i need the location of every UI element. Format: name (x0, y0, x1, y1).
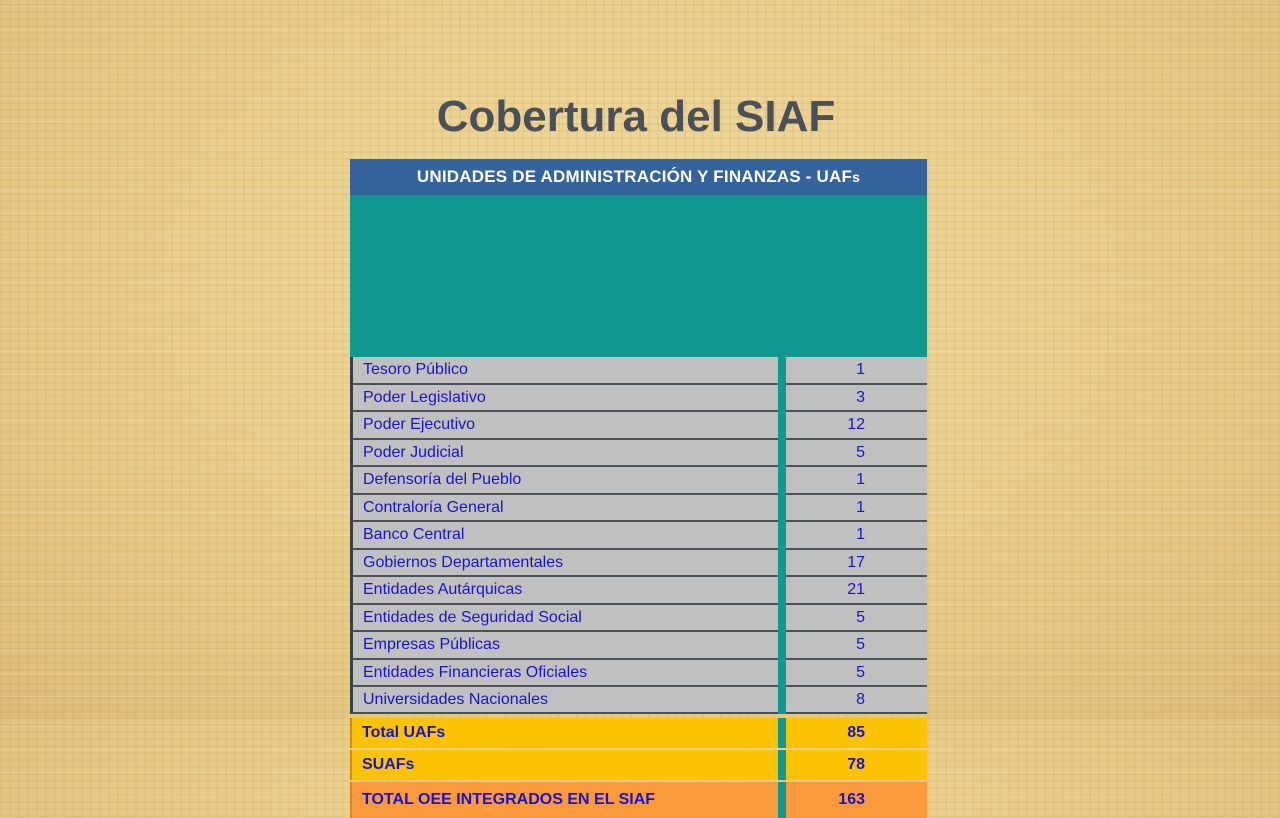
table-row (350, 522, 927, 550)
column-separator (778, 577, 786, 605)
row-value: 21 (786, 577, 927, 605)
table-header-text: UNIDADES DE ADMINISTRACIÓN Y FINANZAS - UAF (416, 167, 853, 186)
column-separator (778, 687, 786, 714)
table-row (350, 577, 927, 605)
table-header (350, 159, 927, 198)
table-row (350, 605, 927, 632)
row-value: 85 (786, 718, 927, 748)
row-label: Total UAFs (350, 718, 778, 748)
suafs-row (350, 750, 927, 780)
table-header-suffix: s (852, 169, 861, 185)
row-label: Tesoro Público (350, 357, 778, 385)
table-row (350, 495, 927, 522)
column-separator (778, 495, 786, 522)
row-value: 5 (786, 440, 927, 467)
column-separator (778, 522, 786, 550)
table-row (350, 550, 927, 577)
row-label: Contraloría General (350, 495, 778, 522)
uaf-table (350, 159, 927, 808)
row-label: TOTAL OEE INTEGRADOS EN EL SIAF (350, 782, 778, 818)
column-separator (778, 718, 786, 748)
row-label: Poder Ejecutivo (350, 412, 778, 440)
column-separator (778, 782, 786, 818)
table-row (350, 412, 927, 440)
table-row (350, 440, 927, 467)
row-label: SUAFs (350, 750, 778, 780)
column-separator (778, 632, 786, 660)
row-label: Defensoría del Pueblo (350, 467, 778, 495)
table-row (350, 632, 927, 660)
column-separator (778, 412, 786, 440)
row-label: Entidades Financieras Oficiales (350, 660, 778, 687)
table-row (350, 687, 927, 714)
table-row (350, 660, 927, 687)
row-label: Empresas Públicas (350, 632, 778, 660)
row-label: Gobiernos Departamentales (350, 550, 778, 577)
column-separator (778, 440, 786, 467)
row-value: 5 (786, 660, 927, 687)
grand-total-row (350, 782, 927, 818)
column-separator (778, 750, 786, 780)
row-label: Entidades Autárquicas (350, 577, 778, 605)
row-label: Entidades de Seguridad Social (350, 605, 778, 632)
row-value: 12 (786, 412, 927, 440)
table-row (350, 357, 927, 385)
table-row (350, 467, 927, 495)
row-label: Poder Judicial (350, 440, 778, 467)
row-value: 17 (786, 550, 927, 577)
row-value: 78 (786, 750, 927, 780)
row-value: 1 (786, 522, 927, 550)
row-label: Poder Legislativo (350, 385, 778, 412)
column-separator (778, 385, 786, 412)
row-value: 5 (786, 632, 927, 660)
column-separator (778, 660, 786, 687)
row-value: 1 (786, 495, 927, 522)
row-value: 1 (786, 467, 927, 495)
row-value: 163 (786, 782, 927, 818)
row-value: 1 (786, 357, 927, 385)
column-separator (778, 605, 786, 632)
column-separator (778, 357, 786, 385)
row-value: 8 (786, 687, 927, 714)
row-label: Banco Central (350, 522, 778, 550)
table-row (350, 385, 927, 412)
row-value: 3 (786, 385, 927, 412)
column-separator (778, 467, 786, 495)
column-separator (778, 550, 786, 577)
page-title: Cobertura del SIAF (436, 92, 836, 141)
total-uafs-row (350, 718, 927, 748)
row-value: 5 (786, 605, 927, 632)
row-label: Universidades Nacionales (350, 687, 778, 714)
